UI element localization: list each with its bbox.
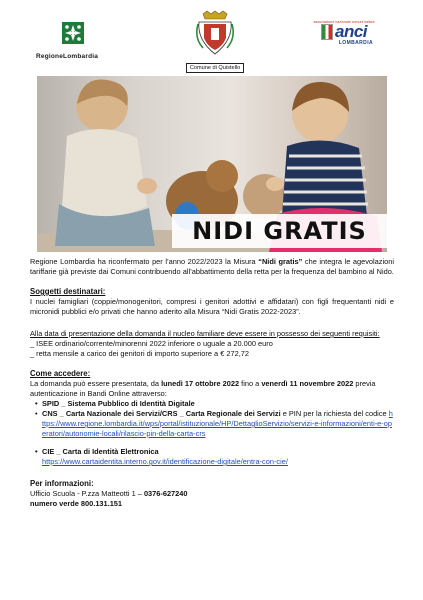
nidi-gratis-banner: NIDI GRATIS — [172, 214, 387, 248]
start-date: lunedì 17 ottobre 2022 — [161, 379, 240, 388]
requisiti-heading-text: Alla data di presentazione della domanda il nucleo familiare deve essere in possesso dei seguenti requisiti — [30, 329, 378, 338]
flag-icon — [321, 24, 333, 40]
destinatari-text: I nuclei famigliari (coppie/monogenitori, compresi i genitori adottivi e affidatari) con figli frequentanti nidi e micronidi pubblici e/o privati che hanno aderito alla Misura “Nidi Gratis 2022-2023”. — [30, 297, 394, 316]
info-office — [30, 489, 394, 499]
requisiti-heading — [30, 329, 394, 339]
accedere-title: Come accedere: — [30, 369, 91, 378]
header — [0, 0, 423, 75]
destinatari-title: Soggetti destinatari: — [30, 287, 106, 296]
info-toll-free: numero verde 800.131.151 — [30, 499, 123, 508]
cie-link[interactable]: https://www.cartaidentita.interno.gov.it/identificazione-digitale/entra-con-cie/ — [42, 457, 288, 466]
accedere-text-3: previa autenticazione in Bandi Online attraverso: — [30, 379, 376, 398]
requisito-isee: _ ISEE ordinario/corrente/minorenni 2022 inferiore o uguale a 20.000 euro — [30, 339, 273, 348]
info-title: Per informazioni: — [30, 479, 94, 488]
intro-paragraph — [30, 257, 394, 277]
crest-icon — [195, 10, 235, 56]
requisiti-heading-colon: : — [377, 329, 380, 338]
intro-text-2: che integra le agevolazioni tariffarie già previste dai Comuni contribuendo all’abbattimento della retta per la frequenza del bambino al Nido. — [30, 257, 394, 276]
cns-item — [30, 409, 394, 439]
accedere-text-2: fino a — [239, 379, 262, 388]
regione-lombardia-logo — [36, 22, 116, 60]
intro-text-1: Regione Lombardia ha riconfermato per l’anno 2022/2023 la Misura — [30, 257, 259, 266]
accedere-text-1: La domanda può essere presentata, da — [30, 379, 162, 388]
cns-text: e PIN per la richiesta del codice — [280, 409, 389, 418]
document-body — [30, 257, 394, 509]
info-phone: 0376-627240 — [143, 489, 188, 498]
spid-item: • SPID _ Sistema Pubblico di Identità Digitale — [30, 399, 394, 409]
requisito-retta: _ retta mensile a carico dei genitori di importo superiore a € 272,72 — [30, 349, 249, 358]
intro-measure-name: “Nidi gratis” — [258, 257, 303, 266]
cie-item: • CIE _ Carta di Identità Elettronica — [30, 447, 394, 457]
cns-link[interactable]: https://www.regione.lombardia.it/wps/portal/istituzionale/HP/DettaglioServizio/servizi-e-informazioni/enti-e-operatori/autonomie-locali/rilascio-pin-della-carta-crs — [42, 409, 393, 438]
cns-label: CNS _ Carta Nazionale dei Servizi/CRS _ Carta Regionale dei Servizi — [42, 409, 281, 418]
comune-label: Comune di Quistello — [186, 63, 244, 73]
children-photo — [37, 76, 387, 252]
rosa-camuna-icon — [62, 22, 84, 44]
anci-small-label: associazione nazionale comuni italiani — [313, 20, 375, 24]
anci-word: anci — [334, 22, 368, 41]
anci-lombardia-logo — [309, 20, 379, 46]
end-date: venerdì 11 novembre 2022 — [261, 379, 354, 388]
anci-region-label: LOMBARDIA — [338, 40, 373, 46]
accedere-text — [30, 379, 394, 399]
info-office-text: Ufficio Scuola - P.zza Matteotti 1 – — [30, 489, 144, 498]
regione-label: RegioneLombardia — [36, 53, 99, 60]
comune-quistello-logo — [180, 10, 250, 74]
